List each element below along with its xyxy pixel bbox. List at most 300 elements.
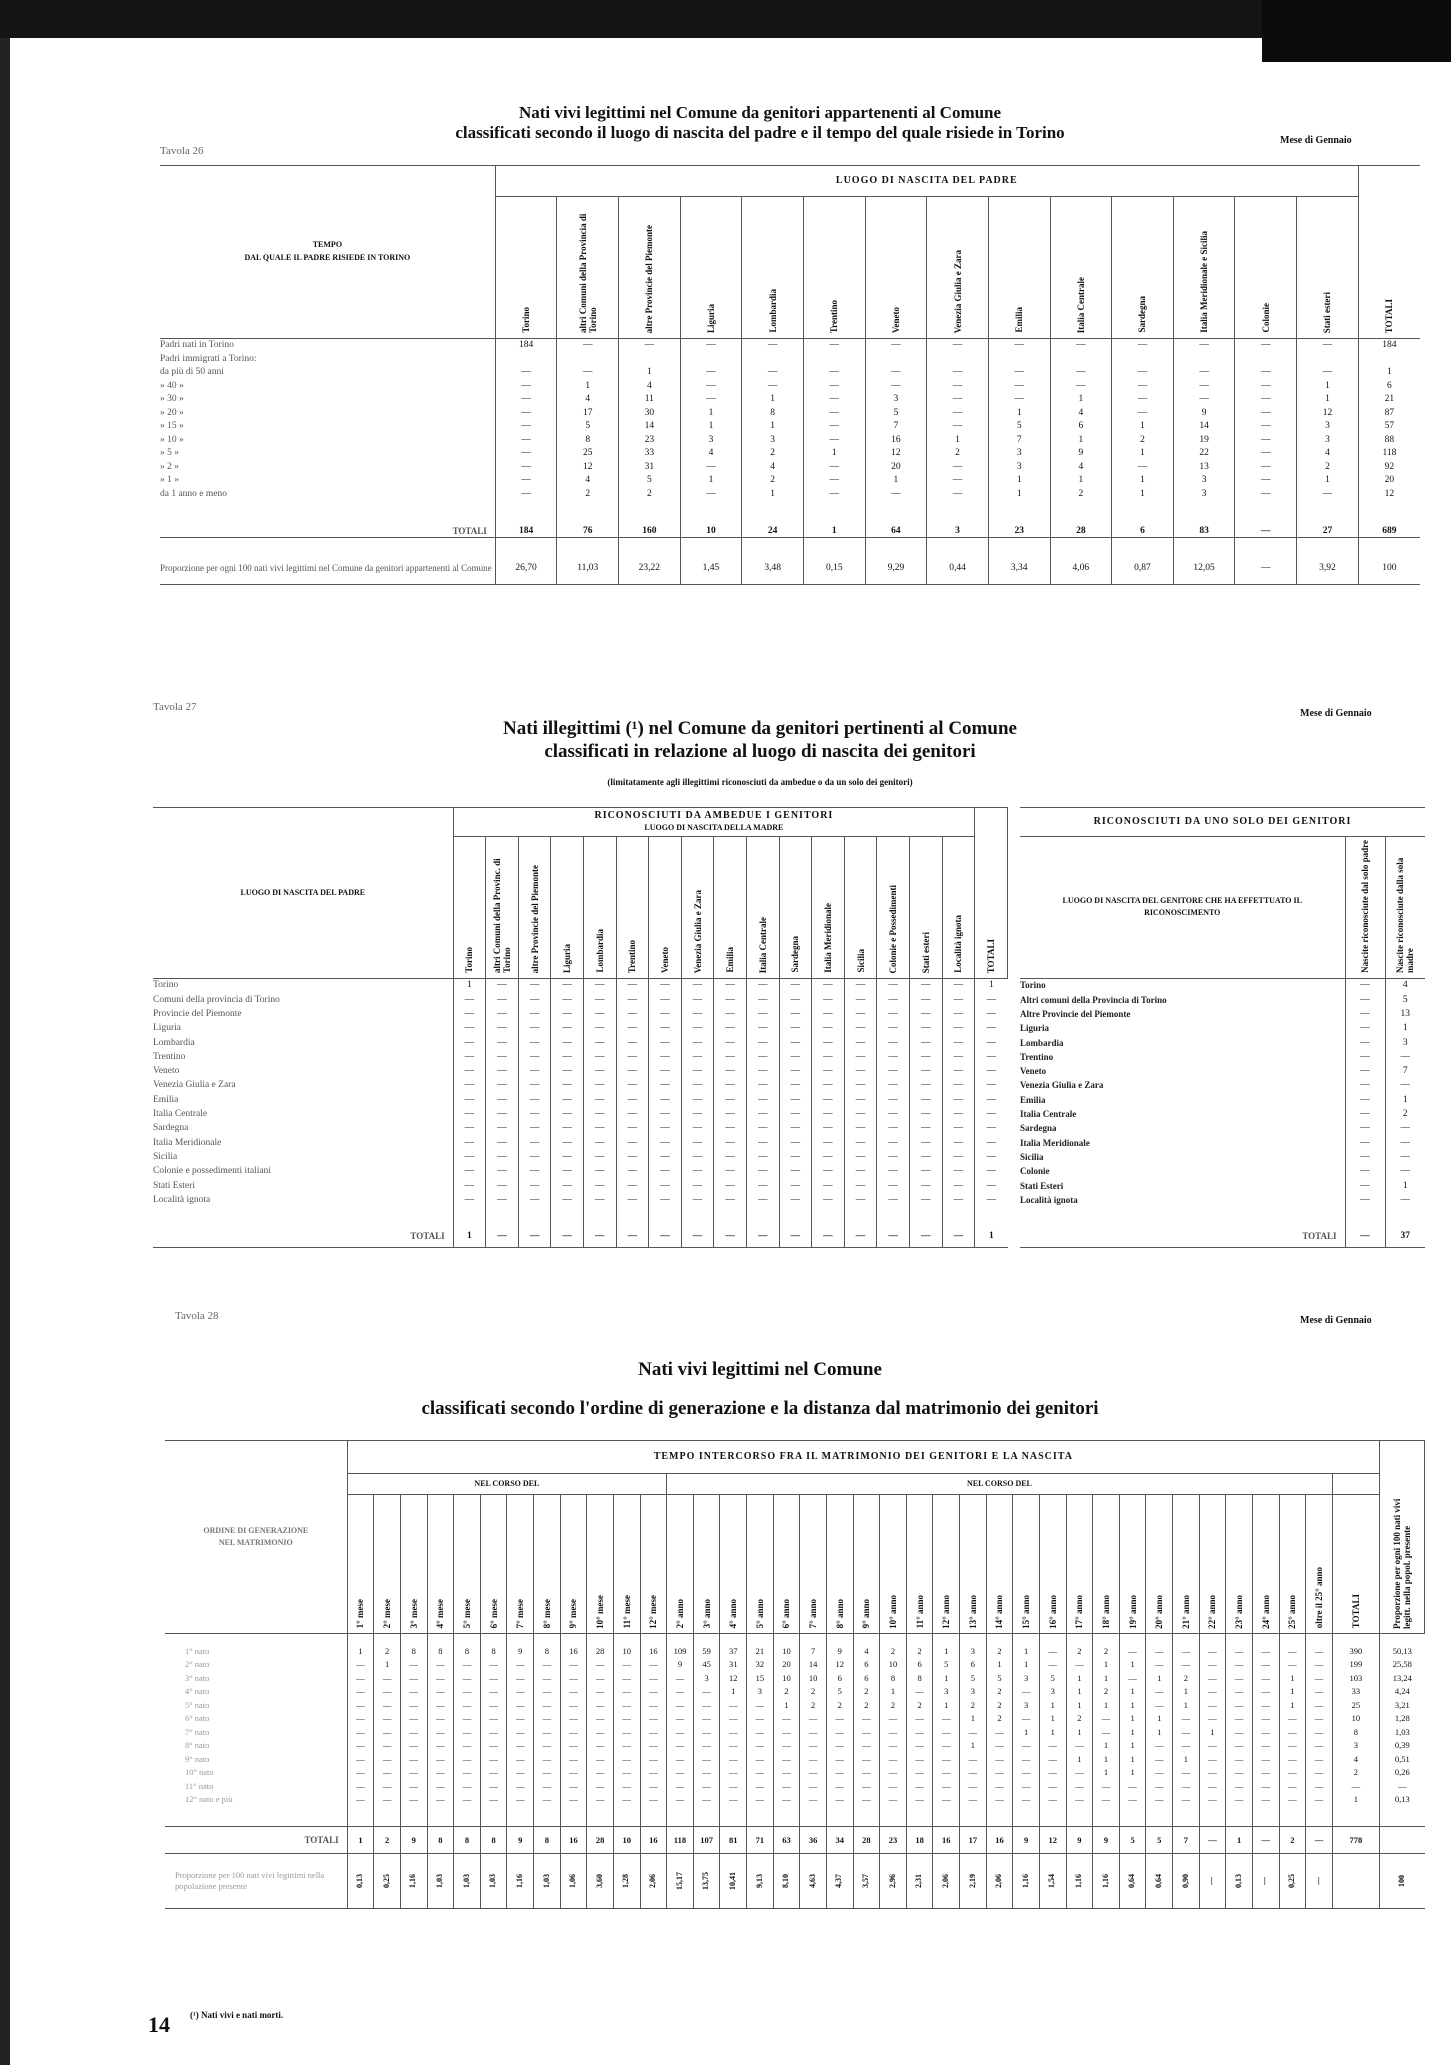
- proportion-row: [160, 552, 1420, 585]
- cell: 3: [747, 1685, 774, 1699]
- row-label: 2° nato: [185, 1659, 210, 1669]
- page-number: 14: [148, 2012, 170, 2037]
- cell: 1: [680, 406, 742, 420]
- row-label: da 1 anno e meno: [160, 488, 228, 499]
- cell: 4,24: [1380, 1685, 1425, 1699]
- spacer-row: [165, 1634, 1425, 1645]
- row-label: » 15 »: [160, 421, 184, 431]
- cell: —: [680, 460, 742, 474]
- column-header: [942, 837, 975, 979]
- cell: —: [587, 1698, 614, 1712]
- cell: —: [1306, 1779, 1333, 1793]
- cell: —: [1385, 1050, 1425, 1064]
- cell: —: [906, 1685, 933, 1699]
- table-row: [165, 1658, 1425, 1672]
- cell: —: [714, 993, 747, 1007]
- cell: —: [877, 1225, 910, 1248]
- cell: 1: [1119, 1712, 1146, 1726]
- row-label: Veneto: [1020, 1066, 1047, 1077]
- cell: —: [486, 1036, 519, 1050]
- table-28-group-header: TEMPO INTERCORSO FRA IL MATRIMONIO DEI GENITORI E LA NASCITA: [347, 1441, 1379, 1474]
- cell: —: [613, 1739, 640, 1753]
- cell: —: [613, 1658, 640, 1672]
- cell: —: [880, 1752, 907, 1766]
- cell: —: [975, 1193, 1008, 1207]
- cell: —: [927, 474, 989, 488]
- cell: —: [773, 1725, 800, 1739]
- cell: —: [812, 1136, 845, 1150]
- cell: 1: [1119, 1752, 1146, 1766]
- cell: —: [975, 1150, 1008, 1164]
- cell: 0,13: [1226, 1854, 1253, 1909]
- cell: —: [1173, 338, 1235, 352]
- cell: —: [803, 393, 865, 407]
- table-27-left: [153, 807, 1008, 1248]
- cell: 1: [347, 1644, 374, 1658]
- col-label: Liguria: [705, 303, 716, 333]
- col-label: Liguria: [562, 943, 573, 973]
- column-header: [960, 1495, 987, 1634]
- cell: [927, 352, 989, 366]
- cell: 1: [1199, 1725, 1226, 1739]
- col-label: 8° mese: [541, 1599, 552, 1629]
- cell: —: [906, 1712, 933, 1726]
- cell: —: [909, 1150, 942, 1164]
- cell: —: [681, 1179, 714, 1193]
- cell: —: [427, 1658, 454, 1672]
- cell: —: [1306, 1712, 1333, 1726]
- cell: —: [779, 978, 812, 993]
- cell: —: [693, 1779, 720, 1793]
- row-label: Torino: [1020, 980, 1046, 991]
- cell: —: [400, 1658, 427, 1672]
- cell: —: [480, 1793, 507, 1807]
- col-label: Emilia: [1014, 307, 1025, 333]
- row-label: Colonie: [1020, 1166, 1050, 1177]
- cell: —: [1173, 1739, 1200, 1753]
- cell: —: [877, 1193, 910, 1207]
- cell: —: [986, 1779, 1013, 1793]
- cell: —: [518, 1150, 551, 1164]
- cell: —: [667, 1685, 694, 1699]
- cell: —: [507, 1725, 534, 1739]
- cell: —: [933, 1766, 960, 1780]
- cell: —: [1252, 1752, 1279, 1766]
- proportion-row: [165, 1854, 1425, 1909]
- cell: 23: [988, 525, 1050, 538]
- cell: —: [534, 1712, 561, 1726]
- cell: —: [812, 1225, 845, 1248]
- column-header: [557, 197, 619, 339]
- cell: —: [616, 1179, 649, 1193]
- cell: 4: [1385, 978, 1425, 993]
- cell: —: [649, 1036, 682, 1050]
- cell: 1,03: [427, 1854, 454, 1909]
- cell: —: [1252, 1827, 1279, 1854]
- cell: —: [803, 474, 865, 488]
- column-header: [518, 837, 551, 979]
- cell: —: [853, 1793, 880, 1807]
- cell: 0,15: [803, 552, 865, 585]
- cell: —: [1252, 1712, 1279, 1726]
- cell: 1: [1112, 420, 1174, 434]
- cell: —: [616, 978, 649, 993]
- cell: —: [975, 1107, 1008, 1121]
- cell: —: [1199, 1671, 1226, 1685]
- cell: —: [720, 1725, 747, 1739]
- cell: —: [746, 1225, 779, 1248]
- cell: —: [681, 1093, 714, 1107]
- cell: —: [988, 379, 1050, 393]
- cell: 0,44: [927, 552, 989, 585]
- cell: 3,60: [587, 1854, 614, 1909]
- cell: —: [486, 1007, 519, 1021]
- table-row: [1020, 1093, 1425, 1107]
- row-label: Sardegna: [1020, 1123, 1057, 1134]
- cell: 5: [557, 420, 619, 434]
- cell: —: [1173, 393, 1235, 407]
- cell: —: [1306, 1752, 1333, 1766]
- column-header: [551, 837, 584, 979]
- cell: —: [518, 1164, 551, 1178]
- column-header: [747, 1495, 774, 1634]
- cell: —: [1039, 1779, 1066, 1793]
- cell: —: [693, 1752, 720, 1766]
- cell: —: [975, 1007, 1008, 1021]
- cell: 2: [960, 1698, 987, 1712]
- cell: 1: [1173, 1752, 1200, 1766]
- table-27-note: (limitatamente agli illegittimi riconosciuti da ambedue o da un solo dei genitori): [607, 777, 913, 787]
- table-row: [165, 1712, 1425, 1726]
- cell: 3: [1297, 420, 1359, 434]
- cell: 26,70: [495, 552, 557, 585]
- cell: —: [812, 1150, 845, 1164]
- cell: —: [347, 1766, 374, 1780]
- cell: 16: [560, 1827, 587, 1854]
- table-28: [165, 1440, 1425, 1909]
- cell: —: [534, 1725, 561, 1739]
- cell: —: [906, 1725, 933, 1739]
- table-row: [1020, 1064, 1425, 1078]
- cell: —: [693, 1793, 720, 1807]
- cell: —: [1345, 1179, 1385, 1193]
- column-header: [826, 1495, 853, 1634]
- cell: —: [942, 1021, 975, 1035]
- cell: 0,87: [1112, 552, 1174, 585]
- cell: 15: [747, 1671, 774, 1685]
- cell: —: [877, 1121, 910, 1135]
- col-label: 14° anno: [994, 1594, 1005, 1629]
- cell: 12: [826, 1658, 853, 1672]
- column-header: [720, 1495, 747, 1634]
- table-row: [160, 474, 1420, 488]
- cell: —: [1013, 1739, 1040, 1753]
- cell: —: [681, 1150, 714, 1164]
- table-row: [153, 1036, 1008, 1050]
- cell: —: [453, 1007, 486, 1021]
- row-label: Altre Provincie del Piemonte: [1020, 1008, 1131, 1019]
- table-27-title: [300, 717, 1220, 763]
- cell: —: [427, 1725, 454, 1739]
- table-row: [1020, 1179, 1425, 1193]
- cell: —: [1039, 1793, 1066, 1807]
- table-28-title-line2: classificati secondo l'ordine di generazione e la distanza dal matrimonio dei genitori: [421, 1398, 1099, 1419]
- row-label: Lombardia: [1020, 1037, 1064, 1048]
- cell: —: [853, 1766, 880, 1780]
- cell: —: [942, 1150, 975, 1164]
- row-label: Lombardia: [153, 1037, 195, 1048]
- cell: —: [681, 1064, 714, 1078]
- cell: 2: [1173, 1671, 1200, 1685]
- cell: 12: [1039, 1827, 1066, 1854]
- col-label: Venezia Giulia e Zara: [692, 889, 703, 973]
- cell: —: [680, 338, 742, 352]
- cell: —: [803, 420, 865, 434]
- cell: 3: [1013, 1671, 1040, 1685]
- cell: —: [507, 1779, 534, 1793]
- cell: 3: [960, 1685, 987, 1699]
- cell: —: [486, 1225, 519, 1248]
- cell: —: [844, 1121, 877, 1135]
- cell: —: [640, 1793, 667, 1807]
- column-header: [1146, 1495, 1173, 1634]
- table-27-label: Tavola 27: [153, 701, 197, 713]
- stub-header-line1: TEMPO: [312, 240, 343, 250]
- cell: —: [714, 1121, 747, 1135]
- cell: —: [613, 1725, 640, 1739]
- cell: —: [613, 1766, 640, 1780]
- cell: —: [1252, 1644, 1279, 1658]
- cell: —: [1146, 1698, 1173, 1712]
- cell: —: [681, 1193, 714, 1207]
- cell: —: [1039, 1766, 1066, 1780]
- cell: 1: [803, 447, 865, 461]
- cell: —: [616, 1036, 649, 1050]
- cell: 16: [640, 1644, 667, 1658]
- cell: 1: [1385, 1179, 1425, 1193]
- cell: —: [853, 1712, 880, 1726]
- cell: —: [427, 1739, 454, 1753]
- cell: —: [844, 1179, 877, 1193]
- cell: 1: [927, 433, 989, 447]
- cell: 3: [865, 393, 927, 407]
- table-27-month: Mese di Gennaio: [1300, 708, 1372, 719]
- cell: —: [1119, 1793, 1146, 1807]
- cell: —: [812, 1193, 845, 1207]
- cell: 8: [400, 1644, 427, 1658]
- cell: 2: [986, 1712, 1013, 1726]
- cell: —: [877, 1164, 910, 1178]
- table-row: [160, 352, 1420, 366]
- cell: —: [747, 1779, 774, 1793]
- cell: 5: [865, 406, 927, 420]
- cell: —: [495, 420, 557, 434]
- table-27-stub-header: LUOGO DI NASCITA DEL PADRE: [240, 887, 366, 897]
- cell: —: [583, 1021, 616, 1035]
- cell: —: [1146, 1658, 1173, 1672]
- cell: —: [746, 1164, 779, 1178]
- cell: —: [518, 1007, 551, 1021]
- cell: 5: [1385, 993, 1425, 1007]
- cell: —: [374, 1793, 401, 1807]
- cell: —: [1066, 1793, 1093, 1807]
- table-row: [1020, 1107, 1425, 1121]
- cell: —: [779, 1107, 812, 1121]
- cell: —: [1306, 1854, 1333, 1909]
- cell: 109: [667, 1644, 694, 1658]
- cell: —: [1252, 1793, 1279, 1807]
- cell: —: [400, 1671, 427, 1685]
- cell: —: [518, 1093, 551, 1107]
- cell: 8: [534, 1827, 561, 1854]
- cell: 10: [1332, 1712, 1379, 1726]
- cell: —: [1306, 1671, 1333, 1685]
- table-27-right-stub: LUOGO DI NASCITA DEL GENITORE CHE HA EFFETTUATO IL RICONOSCIMENTO: [1062, 895, 1302, 918]
- cell: —: [518, 1179, 551, 1193]
- column-header: [453, 837, 486, 979]
- cell: —: [551, 1021, 584, 1035]
- cell: —: [779, 1179, 812, 1193]
- column-header: [865, 197, 927, 339]
- cell: —: [1112, 366, 1174, 380]
- table-row: [165, 1739, 1425, 1753]
- cell: —: [1199, 1752, 1226, 1766]
- cell: 1: [1146, 1712, 1173, 1726]
- cell: —: [495, 393, 557, 407]
- cell: —: [742, 379, 804, 393]
- cell: —: [640, 1685, 667, 1699]
- cell: —: [1173, 1644, 1200, 1658]
- left-group-title: RICONOSCIUTI DA AMBEDUE I GENITORI: [594, 809, 834, 821]
- cell: —: [551, 1164, 584, 1178]
- col-label: 11° mese: [621, 1595, 632, 1629]
- cell: —: [1385, 1136, 1425, 1150]
- cell: —: [714, 1079, 747, 1093]
- col-label: altri Comuni della Provincia di Torino: [577, 213, 598, 333]
- table-row: [153, 993, 1008, 1007]
- cell: —: [347, 1671, 374, 1685]
- cell: —: [1252, 1779, 1279, 1793]
- cell: —: [480, 1752, 507, 1766]
- cell: —: [1235, 525, 1297, 538]
- col-label: 6° anno: [781, 1599, 792, 1629]
- column-header: [1235, 197, 1297, 339]
- column-header: [1093, 1495, 1120, 1634]
- cell: —: [453, 1107, 486, 1121]
- row-label: Italia Centrale: [153, 1109, 208, 1120]
- row-label: 11° nato: [185, 1780, 214, 1791]
- cell: 160: [619, 525, 681, 538]
- cell: —: [583, 1121, 616, 1135]
- column-header: [640, 1495, 667, 1634]
- cell: 2: [1066, 1712, 1093, 1726]
- cell: 1: [1013, 1658, 1040, 1672]
- cell: —: [927, 406, 989, 420]
- cell: —: [454, 1712, 481, 1726]
- cell: —: [427, 1793, 454, 1807]
- table-28-stub-header: ORDINE DI GENERAZIONE NEL MATRIMONIO: [203, 1525, 309, 1547]
- cell: [1235, 352, 1297, 366]
- cell: 4: [742, 460, 804, 474]
- cell: —: [773, 1739, 800, 1753]
- table-27-col-total: [975, 808, 1008, 979]
- cell: —: [551, 993, 584, 1007]
- cell: —: [1146, 1779, 1173, 1793]
- row-label: Italia Meridionale: [1020, 1137, 1090, 1148]
- col-label: Nascite riconosciute dal solo padre: [1360, 840, 1370, 973]
- col-label: Veneto: [890, 306, 901, 333]
- col-label: 12° anno: [941, 1594, 952, 1629]
- cell: —: [587, 1779, 614, 1793]
- cell: —: [518, 1225, 551, 1248]
- cell: 2: [853, 1698, 880, 1712]
- cell: —: [649, 1021, 682, 1035]
- cell: —: [877, 978, 910, 993]
- cell: [619, 352, 681, 366]
- cell: 2: [800, 1698, 827, 1712]
- cell: 6: [1050, 420, 1112, 434]
- cell: 1: [1066, 1698, 1093, 1712]
- cell: —: [779, 1121, 812, 1135]
- cell: 3,48: [742, 552, 804, 585]
- cell: —: [746, 1050, 779, 1064]
- cell: —: [1173, 366, 1235, 380]
- cell: 1: [1119, 1766, 1146, 1780]
- cell: —: [927, 366, 989, 380]
- cell: [557, 352, 619, 366]
- cell: —: [975, 1079, 1008, 1093]
- cell: —: [616, 1093, 649, 1107]
- cell: —: [1199, 1793, 1226, 1807]
- cell: —: [1093, 1779, 1120, 1793]
- cell: 36: [800, 1827, 827, 1854]
- cell: —: [486, 1064, 519, 1078]
- cell: —: [507, 1766, 534, 1780]
- cell: —: [486, 1093, 519, 1107]
- cell: —: [667, 1766, 694, 1780]
- cell: —: [779, 1021, 812, 1035]
- col-label: Sicilia: [855, 949, 866, 973]
- cell: —: [942, 1193, 975, 1207]
- col-label: 2° anno: [674, 1599, 685, 1629]
- cell: 9: [1173, 406, 1235, 420]
- cell: 7: [1173, 1827, 1200, 1854]
- col-label: 23° anno: [1234, 1594, 1245, 1629]
- cell: —: [812, 1007, 845, 1021]
- cell: 1: [773, 1698, 800, 1712]
- cell: —: [933, 1739, 960, 1753]
- cell: —: [747, 1712, 774, 1726]
- cell: —: [534, 1658, 561, 1672]
- cell: 4: [1050, 460, 1112, 474]
- cell: —: [613, 1779, 640, 1793]
- cell: 1: [933, 1671, 960, 1685]
- cell: —: [640, 1752, 667, 1766]
- cell: —: [667, 1671, 694, 1685]
- cell: —: [942, 1093, 975, 1107]
- cell: —: [640, 1739, 667, 1753]
- cell: —: [613, 1698, 640, 1712]
- cell: —: [347, 1712, 374, 1726]
- cell: —: [649, 1150, 682, 1164]
- col-label: 25° anno: [1287, 1594, 1298, 1629]
- table-26-title-line2: classificati secondo il luogo di nascita del padre e il tempo del quale risiede in Torino: [455, 123, 1065, 142]
- cell: —: [667, 1725, 694, 1739]
- table-26-stub-header: [160, 166, 495, 339]
- cell: —: [773, 1766, 800, 1780]
- cell: —: [613, 1671, 640, 1685]
- cell: —: [714, 1225, 747, 1248]
